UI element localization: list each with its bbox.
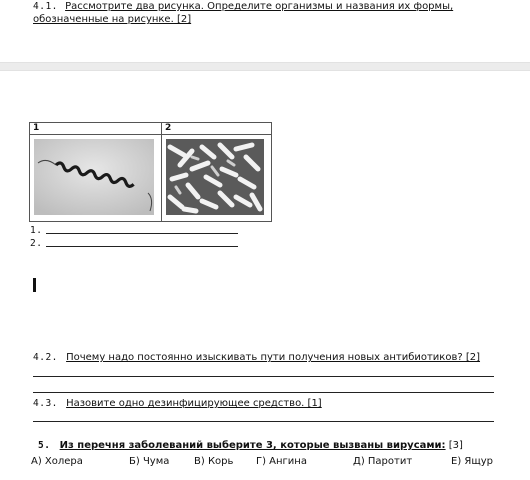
q43-number: 4.3.: [33, 398, 58, 409]
q41-number: 4.1.: [33, 1, 58, 12]
text-cursor: [33, 278, 36, 292]
answer-2-line[interactable]: [46, 246, 238, 247]
q42-answer-line-1[interactable]: [33, 376, 494, 377]
q41-text-line2: обозначенные на рисунке. [2]: [33, 14, 192, 25]
figures-table: [29, 122, 272, 222]
q5-option-g: Г) Ангина: [256, 456, 307, 467]
q5-block: [38, 440, 508, 451]
q5-option-b: Б) Чума: [129, 456, 170, 467]
figure-col-1-label: 1: [30, 123, 162, 135]
q5-text: Из перечня заболеваний выберите 3, которые вызваны вирусами:: [59, 440, 446, 451]
q43-text: Назовите одно дезинфицирующее средство. [1]: [66, 398, 322, 409]
q5-option-v: В) Корь: [194, 456, 234, 467]
q5-number: 5.: [38, 440, 51, 451]
q42-block: [33, 352, 503, 363]
q43-answer-line[interactable]: [33, 421, 494, 422]
answer-2-label: 2.: [30, 238, 43, 249]
rod-bacteria-micrograph-icon: [162, 135, 268, 218]
q41-block: [33, 0, 523, 26]
q42-text: Почему надо постоянно изыскивать пути получения новых антибиотиков? [2]: [66, 352, 481, 363]
q43-block: [33, 398, 503, 409]
q41-text-line1: Рассмотрите два рисунка. Определите организмы и названия их формы,: [65, 1, 454, 12]
answer-1-line[interactable]: [46, 233, 238, 234]
q5-option-e: Е) Ящур: [451, 456, 494, 467]
q5-options: [31, 456, 511, 470]
q42-number: 4.2.: [33, 352, 58, 363]
q5-points: [3]: [448, 440, 463, 451]
answer-1-label: 1.: [30, 225, 43, 236]
page-separator: [0, 62, 530, 71]
q5-option-a: А) Холера: [31, 456, 83, 467]
spirochete-micrograph-icon: [30, 135, 158, 218]
figure-col-2-label: 2: [162, 123, 272, 135]
q42-answer-line-2[interactable]: [33, 392, 494, 393]
q5-option-d: Д) Паротит: [353, 456, 413, 467]
